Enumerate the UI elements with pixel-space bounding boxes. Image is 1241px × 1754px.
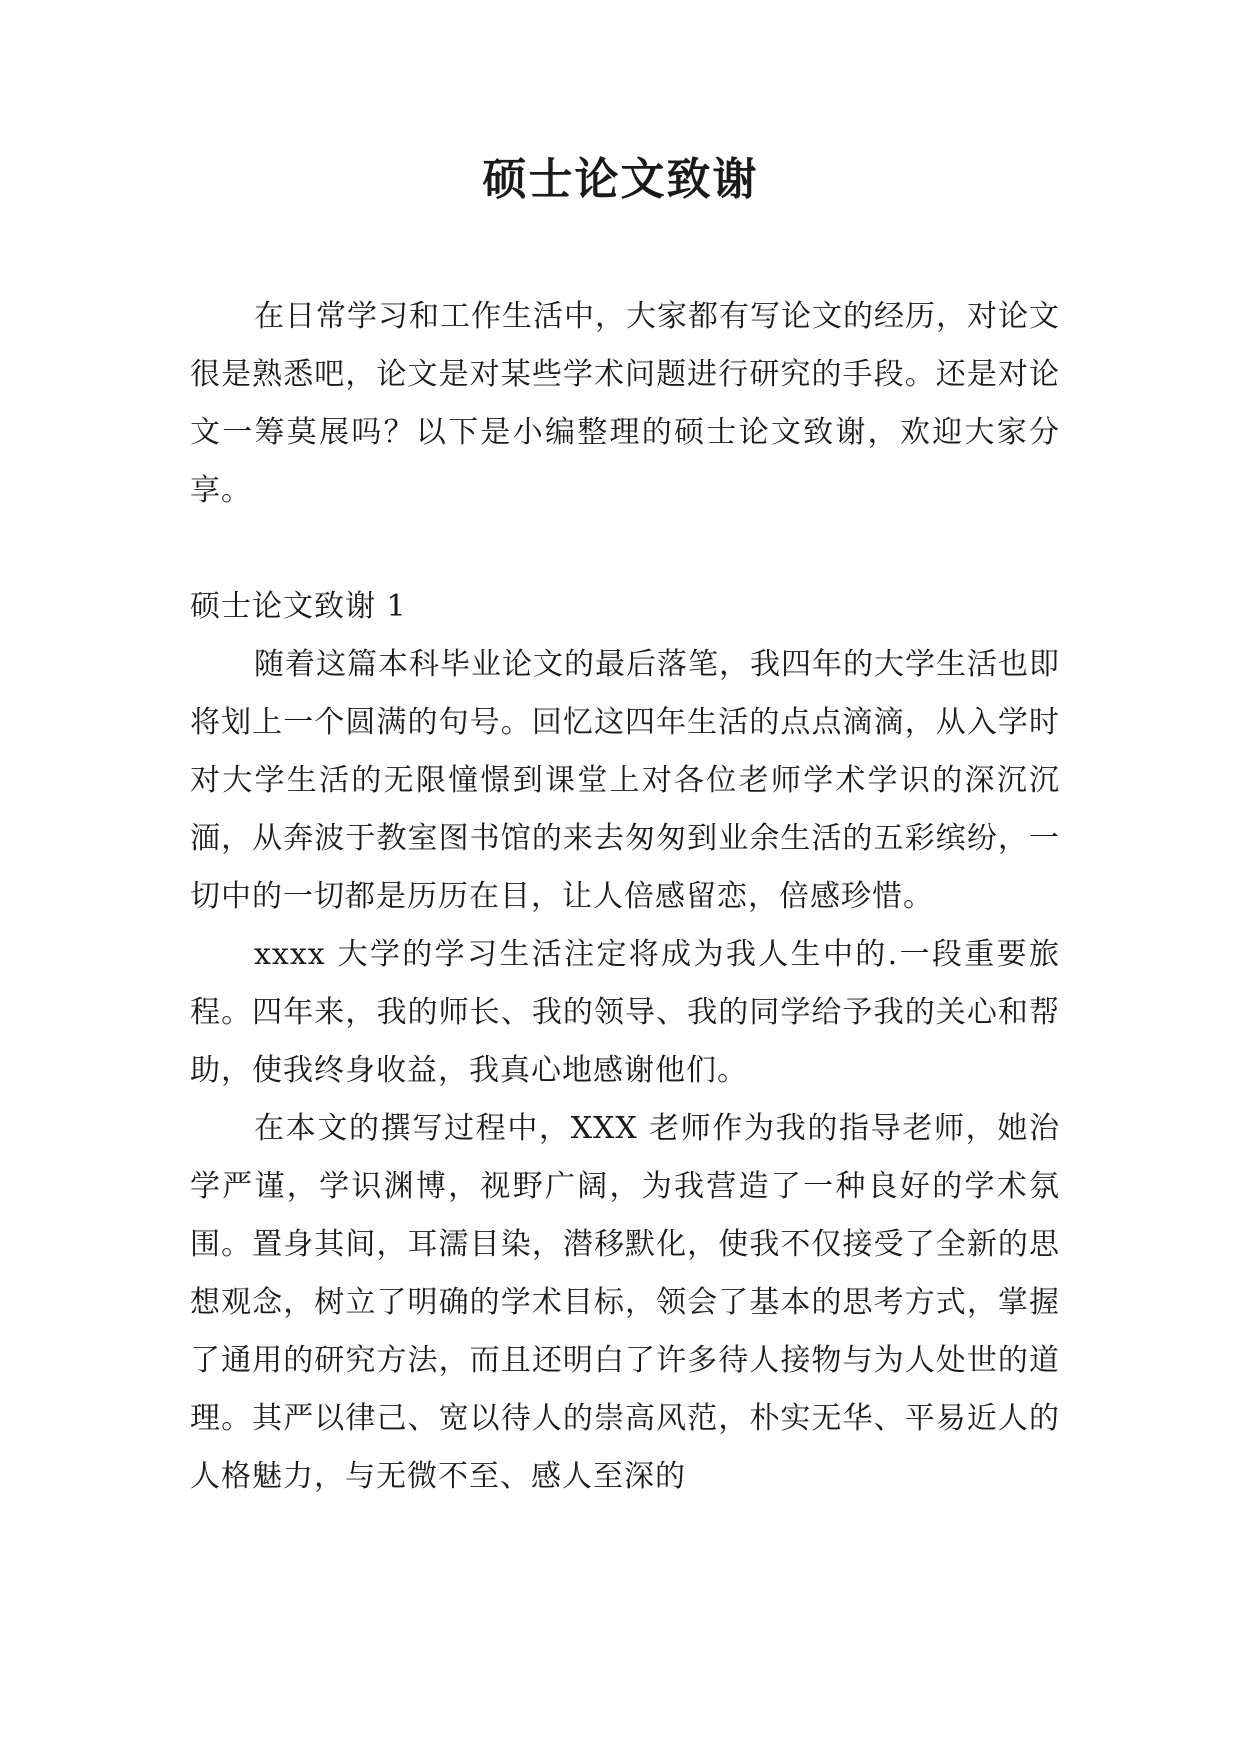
body-paragraph: xxxx 大学的学习生活注定将成为我人生中的.一段重要旅程。四年来，我的师长、我的领导、我的同学给予我的关心和帮助，使我终身收益，我真心地感谢他们。 [190, 937, 1060, 1088]
intro-paragraph: 在日常学习和工作生活中，大家都有写论文的经历，对论文很是熟悉吧，论文是对某些学术问题进行研究的手段。还是对论文一筹莫展吗？以下是小编整理的硕士论文致谢，欢迎大家分享。 [190, 299, 1060, 508]
body-paragraph: 随着这篇本科毕业论文的最后落笔，我四年的大学生活也即将划上一个圆满的句号。回忆这四年生活的点点滴滴，从入学时对大学生活的无限憧憬到课堂上对各位老师学术学识的深沉沉湎，从奔波于教室图书馆的来去匆匆到业余生活的五彩缤纷，一切中的一切都是历历在目，让人倍感留恋，倍感珍惜。 [190, 647, 1060, 914]
body-paragraph: 在本文的撰写过程中，XXX 老师作为我的指导老师，她治学严谨，学识渊博，视野广阔，为我营造了一种良好的学术氛围。置身其间，耳濡目染，潜移默化，使我不仅接受了全新的思想观念，树立了明确的学术目标，领会了基本的思考方式，掌握了通用的研究方法，而且还明白了许多待人接物与为人处世的道理。其严以律己、宽以待人的崇高风范，朴实无华、平易近人的人格魅力，与无微不至、感人至深的 [190, 1111, 1060, 1494]
section-heading: 硕士论文致谢 1 [190, 589, 407, 624]
document-body [190, 288, 1060, 1506]
document-title: 硕士论文致谢 [482, 154, 759, 205]
